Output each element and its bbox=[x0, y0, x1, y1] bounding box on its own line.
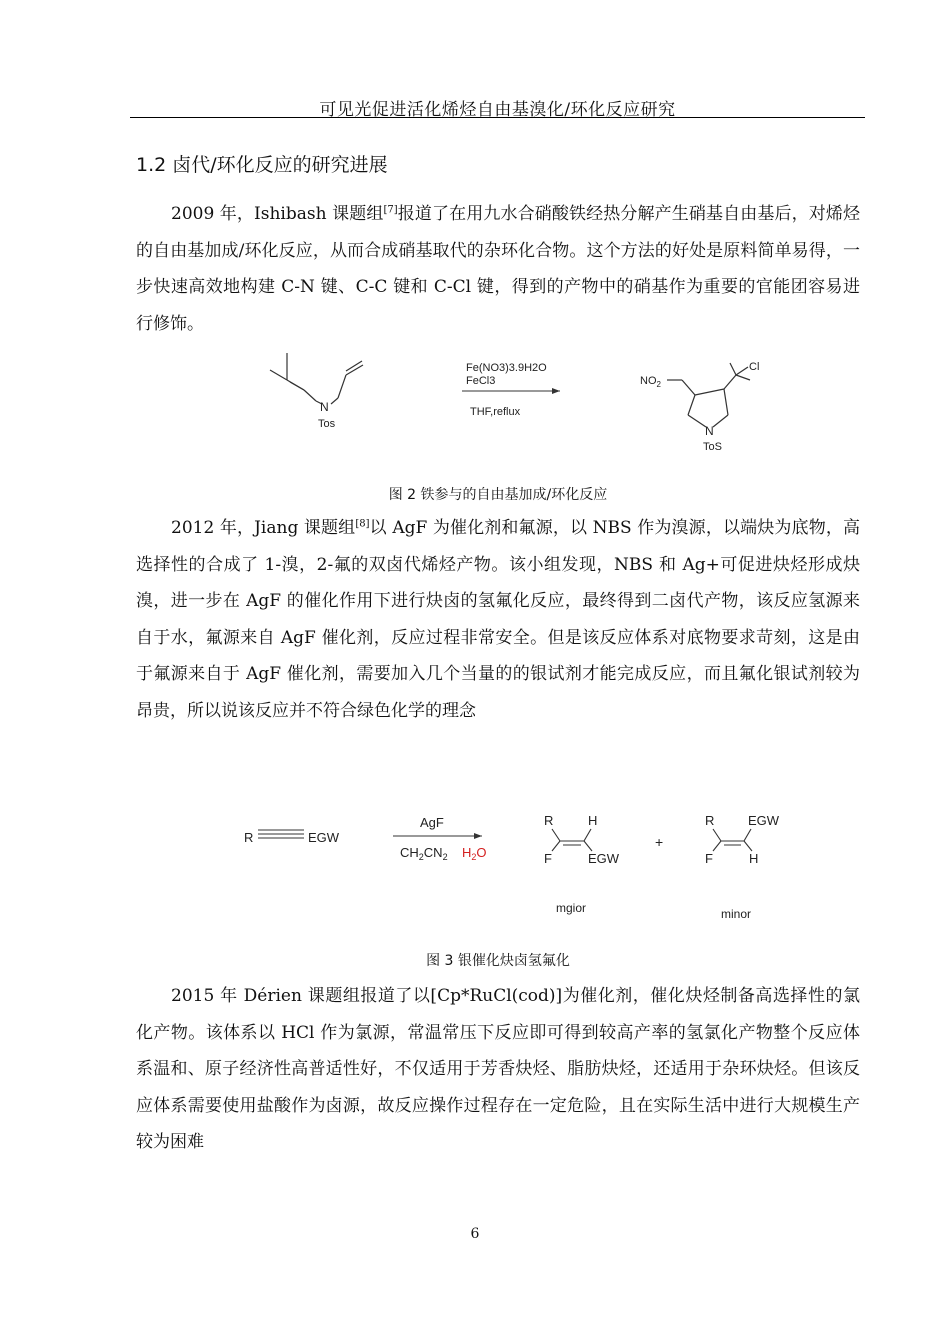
solvent-sub1: 2 bbox=[418, 852, 424, 862]
water-o: O bbox=[476, 845, 487, 860]
major-label: mgior bbox=[556, 901, 587, 915]
product2-h-label: H bbox=[749, 851, 759, 866]
paragraph-1 bbox=[136, 196, 860, 342]
reactant-diene-amine bbox=[270, 353, 363, 404]
citation-7: [7] bbox=[383, 204, 398, 216]
running-header: 可见光促进活化烯烃自由基溴化/环化反应研究 bbox=[319, 100, 676, 120]
reagent-fe-nitrate: Fe(NO3)3.9H2O bbox=[466, 362, 547, 374]
product1-alkene bbox=[552, 829, 592, 851]
product-cl-label: Cl bbox=[749, 361, 760, 373]
product-pyrrolidine bbox=[667, 363, 750, 427]
figure-3-scheme bbox=[230, 805, 800, 935]
arrow-head bbox=[552, 388, 560, 394]
reagent-fecl3: FeCl3 bbox=[466, 375, 496, 387]
page-number: 6 bbox=[470, 1226, 480, 1242]
header-rule bbox=[130, 117, 865, 118]
figure-3-caption: 图 3 银催化炔卤氢氟化 bbox=[426, 953, 570, 969]
reactant-n-label: N bbox=[320, 400, 329, 414]
product1-r-label: R bbox=[544, 813, 554, 828]
reactant-tos-label: Tos bbox=[318, 418, 336, 430]
minor-label: minor bbox=[721, 907, 752, 921]
water-sub: 2 bbox=[471, 852, 477, 862]
product-n-label: N bbox=[705, 424, 714, 438]
alkyne-r-label: R bbox=[244, 830, 254, 845]
svg-text:CH2CN2 bbox=[400, 845, 448, 862]
alkyne-triple-bond bbox=[258, 830, 304, 838]
paragraph-3-body: 2015 年 Dérien 课题组报道了以[Cp*RuCl(cod)]为催化剂，催化炔烃制备高选择性的氯化产物。该体系以 HCl 作为氯源，常温常压下反应即可得到较高产率的氢氯化产物整个反应体系温和、原子经济性高普适性好，不仅适用于芳香炔烃、脂肪炔烃，还适用于杂环炔烃。但该反应体系需要使用盐酸作为卤源，故反应操作过程存在一定危险，且在实际生活中进行大规模生产较为困难 bbox=[136, 986, 860, 1152]
product2-alkene bbox=[713, 829, 752, 851]
product2-f-label: F bbox=[705, 851, 713, 866]
citation-8: [8] bbox=[355, 518, 370, 530]
svg-text:NO2 bbox=[640, 375, 662, 389]
product-tos-label: ToS bbox=[703, 441, 722, 453]
figure-2-caption: 图 2 铁参与的自由基加成/环化反应 bbox=[388, 487, 608, 503]
arrow-head-3 bbox=[474, 833, 482, 839]
reagent-agf: AgF bbox=[420, 815, 444, 830]
paragraph-2 bbox=[136, 510, 860, 729]
alkyne-egw-label: EGW bbox=[308, 830, 340, 845]
paragraph-2-body: 以 AgF 为催化剂和氟源，以 NBS 作为溴源，以端炔为底物，高选择性的合成了 1-溴，2-氟的双卤代烯烃产物。该小组发现，NBS 和 Ag+可促进炔烃形成炔溴，进一步在 AgF 的催化作用下进行炔卤的氢氟化反应，最终得到二卤代产物，该反应氢源来自于水，氟源来自 AgF 催化剂，反应过程非常安全。但是该反应体系对底物要求苛刻，这是由于氟源来自于 AgF 催化剂，需要加入几个当量的的银试剂才能完成反应，而且氟化银试剂较为昂贵，所以说该反应并不符合绿色化学的理念 bbox=[136, 518, 860, 721]
reaction-condition: THF,reflux bbox=[470, 406, 521, 418]
product2-egw-label: EGW bbox=[748, 813, 780, 828]
paragraph-1-body: 报道了在用九水合硝酸铁经热分解产生硝基自由基后，对烯烃的自由基加成/环化反应，从而合成硝基取代的杂环化合物。这个方法的好处是原料简单易得，一步快速高效地构建 C-N 键、C-C 键和 C-Cl 键，得到的产物中的硝基作为重要的官能团容易进行修饰。 bbox=[136, 204, 861, 334]
svg-text:H2O bbox=[462, 845, 487, 862]
paragraph-3 bbox=[136, 978, 860, 1161]
product-no2-subscript: 2 bbox=[656, 380, 661, 389]
water-h: H bbox=[462, 845, 472, 860]
solvent-cn: CN bbox=[423, 845, 443, 860]
plus-sign: + bbox=[655, 834, 664, 850]
paragraph-2-lead: 2012 年，Jiang 课题组 bbox=[171, 518, 356, 538]
solvent-sub2: 2 bbox=[442, 852, 448, 862]
product1-f-label: F bbox=[544, 851, 552, 866]
product1-egw-label: EGW bbox=[588, 851, 620, 866]
solvent-ch: CH bbox=[400, 845, 419, 860]
paragraph-1-lead: 2009 年，Ishibash 课题组 bbox=[171, 204, 384, 224]
product1-h-label: H bbox=[588, 813, 598, 828]
figure-2-scheme bbox=[230, 345, 780, 465]
section-title: 1.2 卤代/环化反应的研究进展 bbox=[136, 154, 388, 176]
product2-r-label: R bbox=[705, 813, 715, 828]
product-no2-label: NO bbox=[640, 375, 657, 387]
